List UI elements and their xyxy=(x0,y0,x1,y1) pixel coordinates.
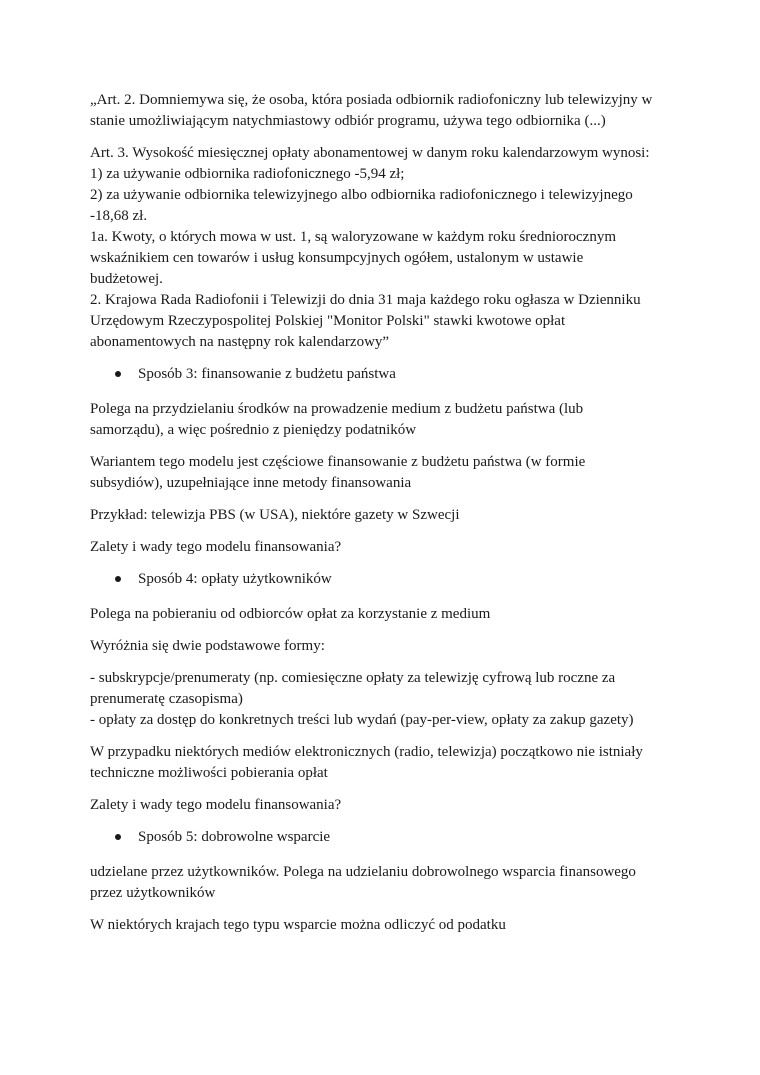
text-line: Sposób 4: opłaty użytkowników xyxy=(138,571,332,587)
text-line: W przypadku niektórych mediów elektronicznych (radio, telewizja) początkowo nie istniały xyxy=(90,744,643,760)
text-line: Art. 3. Wysokość miesięcznej opłaty abonamentowej w danym roku kalendarzowym wynosi: xyxy=(90,145,650,161)
bullet-item xyxy=(90,364,680,385)
text-line: Zalety i wady tego modelu finansowania? xyxy=(90,539,342,555)
paragraph xyxy=(90,505,680,526)
paragraph xyxy=(90,915,680,936)
paragraph xyxy=(90,636,680,657)
text-line: prenumeratę czasopisma) xyxy=(90,691,243,707)
paragraph xyxy=(90,537,680,558)
paragraph xyxy=(90,795,680,816)
text-line: Polega na pobieraniu od odbiorców opłat za korzystanie z medium xyxy=(90,606,491,622)
text-line: samorządu), a więc pośrednio z pieniędzy podatników xyxy=(90,422,417,438)
paragraph xyxy=(90,452,680,494)
text-line: przez użytkowników xyxy=(90,885,216,901)
bullet-item xyxy=(90,827,680,848)
paragraph xyxy=(90,143,680,353)
text-line: -18,68 zł. xyxy=(90,208,148,224)
text-line: abonamentowych na następny rok kalendarzowy” xyxy=(90,334,390,350)
paragraph xyxy=(90,742,680,784)
text-line: Zalety i wady tego modelu finansowania? xyxy=(90,797,342,813)
text-line: W niektórych krajach tego typu wsparcie można odliczyć od podatku xyxy=(90,917,506,933)
text-line: stanie umożliwiającym natychmiastowy odbiór programu, używa tego odbiornika (...) xyxy=(90,113,606,129)
text-line: subsydiów), uzupełniające inne metody finansowania xyxy=(90,475,412,491)
text-line: 1) za używanie odbiornika radiofonicznego -5,94 zł; xyxy=(90,166,405,182)
paragraph xyxy=(90,399,680,441)
text-line: budżetowej. xyxy=(90,271,163,287)
text-line: „Art. 2. Domniemywa się, że osoba, która posiada odbiornik radiofoniczny lub telewizyjny w xyxy=(90,92,653,108)
text-line: - subskrypcje/prenumeraty (np. comiesięczne opłaty za telewizję cyfrową lub roczne za xyxy=(90,670,616,686)
text-line: udzielane przez użytkowników. Polega na udzielaniu dobrowolnego wsparcia finansowego xyxy=(90,864,636,880)
paragraph xyxy=(90,90,680,132)
text-line: Sposób 5: dobrowolne wsparcie xyxy=(138,829,331,845)
text-line: Sposób 3: finansowanie z budżetu państwa xyxy=(138,366,396,382)
text-line: Urzędowym Rzeczypospolitej Polskiej "Monitor Polski" stawki kwotowe opłat xyxy=(90,313,566,329)
text-line: 2) za używanie odbiornika telewizyjnego albo odbiornika radiofonicznego i telewizyjnego xyxy=(90,187,633,203)
text-line: techniczne możliwości pobierania opłat xyxy=(90,765,328,781)
paragraph xyxy=(90,862,680,904)
text-line: Wariantem tego modelu jest częściowe finansowanie z budżetu państwa (w formie xyxy=(90,454,586,470)
paragraph xyxy=(90,604,680,625)
text-line: wskaźnikiem cen towarów i usług konsumpcyjnych ogółem, ustalonym w ustawie xyxy=(90,250,584,266)
paragraph xyxy=(90,668,680,731)
text-line: - opłaty za dostęp do konkretnych treści lub wydań (pay-per-view, opłaty za zakup gazety) xyxy=(90,712,634,728)
text-line: Wyróżnia się dwie podstawowe formy: xyxy=(90,638,325,654)
document-page xyxy=(90,90,680,947)
text-line: Przykład: telewizja PBS (w USA), niektóre gazety w Szwecji xyxy=(90,507,460,523)
bullet-item xyxy=(90,569,680,590)
text-line: 1a. Kwoty, o których mowa w ust. 1, są waloryzowane w każdym roku średniorocznym xyxy=(90,229,616,245)
text-line: Polega na przydzielaniu środków na prowadzenie medium z budżetu państwa (lub xyxy=(90,401,584,417)
text-line: 2. Krajowa Rada Radiofonii i Telewizji do dnia 31 maja każdego roku ogłasza w Dzienniku xyxy=(90,292,641,308)
